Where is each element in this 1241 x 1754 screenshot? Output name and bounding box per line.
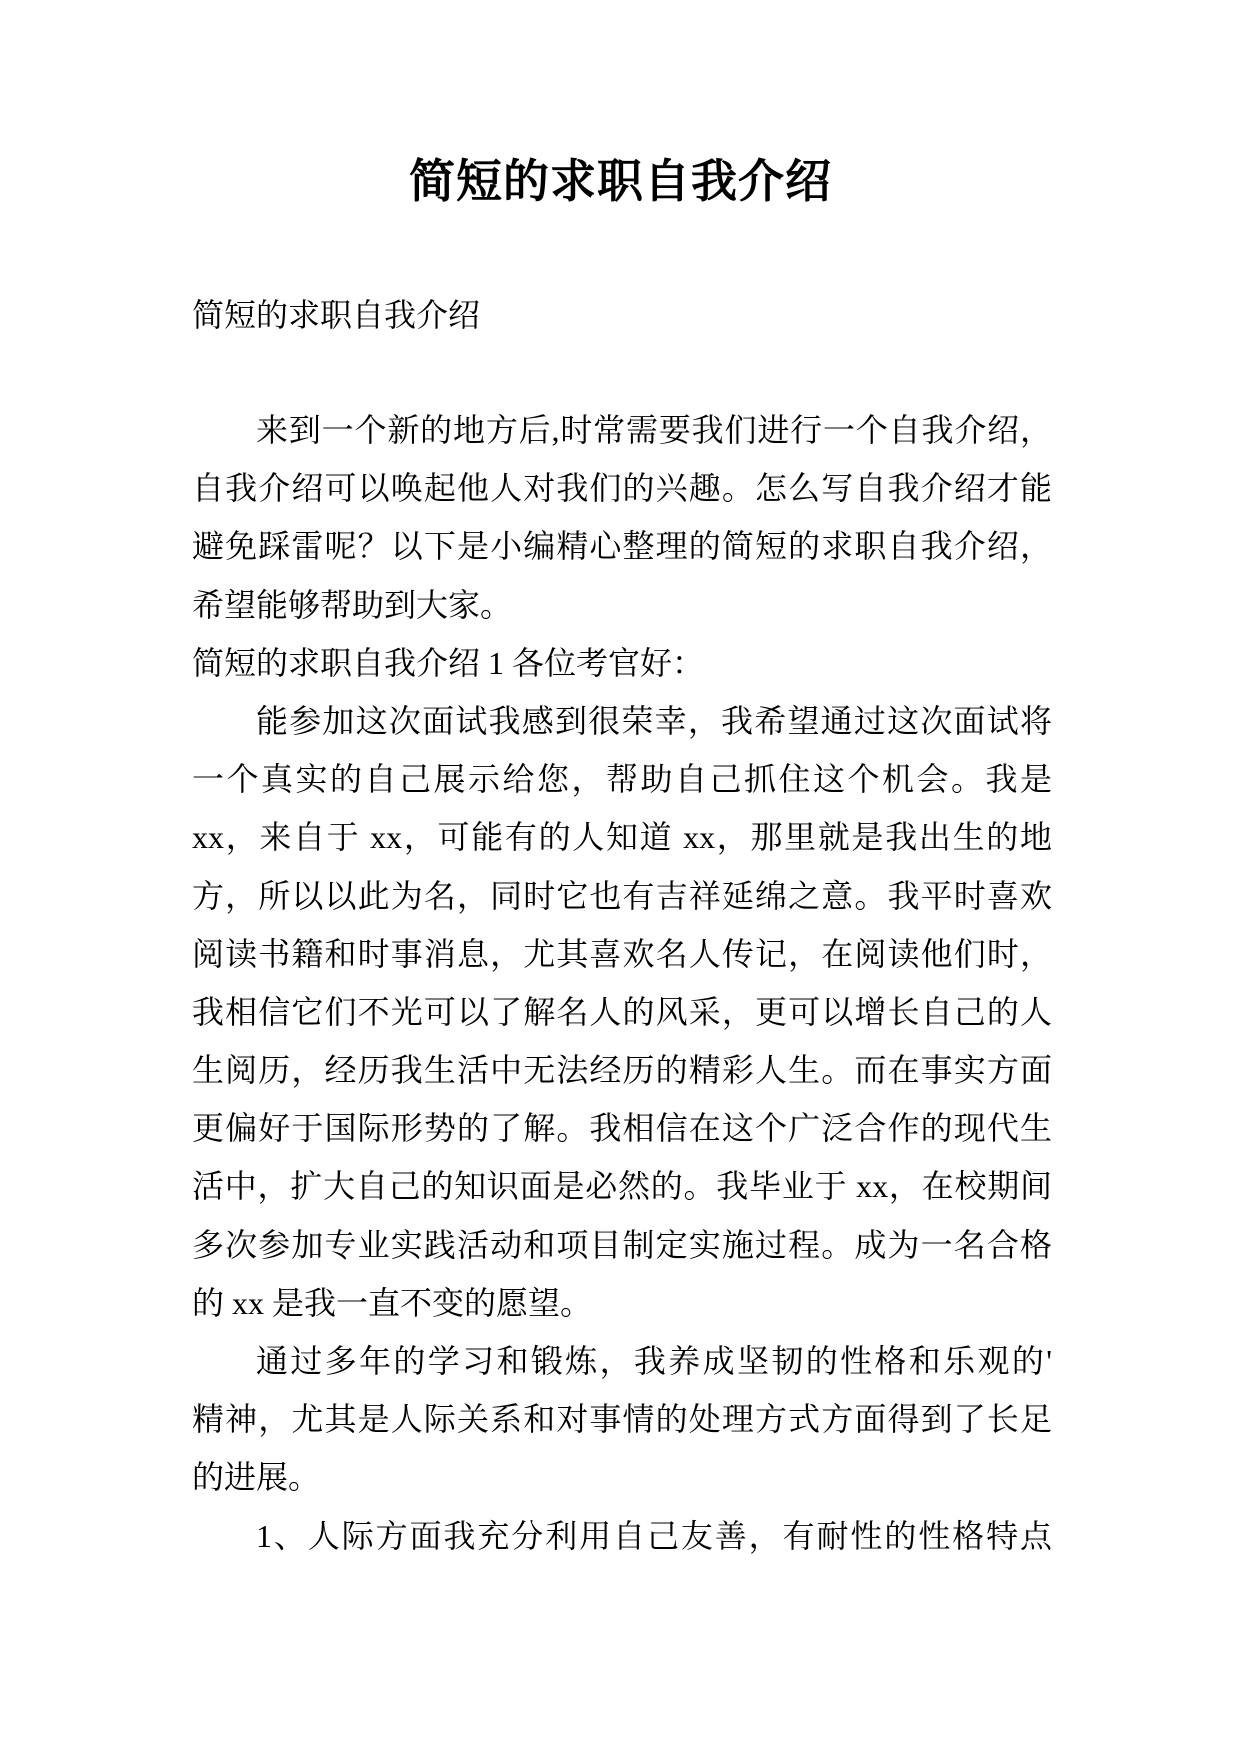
text-line: 生阅历，经历我生活中无法经历的精彩人生。而在事实方面 <box>192 1052 1052 1089</box>
text-line: 来到一个新的地方后,时常需要我们进行一个自我介绍， <box>256 412 1052 448</box>
text-line: 通过多年的学习和锻炼，我养成坚韧的性格和乐观的' <box>256 1343 1052 1379</box>
text-line: 更偏好于国际形势的了解。我相信在这个广泛合作的现代生 <box>192 1110 1052 1147</box>
text-line: 简短的求职自我介绍 1 各位考官好： <box>192 644 705 681</box>
text-line: 避免踩雷呢？以下是小编精心整理的简短的求职自我介绍， <box>192 528 1052 565</box>
text-line: 一个真实的自己展示给您，帮助自己抓住这个机会。我是 <box>192 761 1052 798</box>
text-line: 自我介绍可以唤起他人对我们的兴趣。怎么写自我介绍才能 <box>192 470 1052 507</box>
text-line: 多次参加专业实践活动和项目制定实施过程。成为一名合格 <box>192 1226 1052 1263</box>
text-line: 能参加这次面试我感到很荣幸，我希望通过这次面试将 <box>256 702 1052 739</box>
text-line: 精神，尤其是人际关系和对事情的处理方式方面得到了长足 <box>192 1401 1052 1438</box>
text-line: 1、人际方面我充分利用自己友善，有耐性的性格特点 <box>256 1517 1052 1554</box>
text-line: 的进展。 <box>192 1459 321 1496</box>
document-title: 简短的求职自我介绍 <box>409 156 832 207</box>
text-line: xx，来自于 xx，可能有的人知道 xx，那里就是我出生的地 <box>192 819 1052 856</box>
text-line: 我相信它们不光可以了解名人的风采，更可以增长自己的人 <box>192 993 1052 1030</box>
document-body <box>192 401 1052 1565</box>
text-line: 活中，扩大自己的知识面是必然的。我毕业于 xx，在校期间 <box>192 1168 1052 1205</box>
text-line: 的 xx 是我一直不变的愿望。 <box>192 1284 593 1321</box>
document-subtitle: 简短的求职自我介绍 <box>192 297 481 333</box>
text-line: 希望能够帮助到大家。 <box>192 586 513 623</box>
text-line: 阅读书籍和时事消息，尤其喜欢名人传记，在阅读他们时， <box>192 935 1052 972</box>
text-line: 方，所以以此为名，同时它也有吉祥延绵之意。我平时喜欢 <box>192 877 1052 914</box>
